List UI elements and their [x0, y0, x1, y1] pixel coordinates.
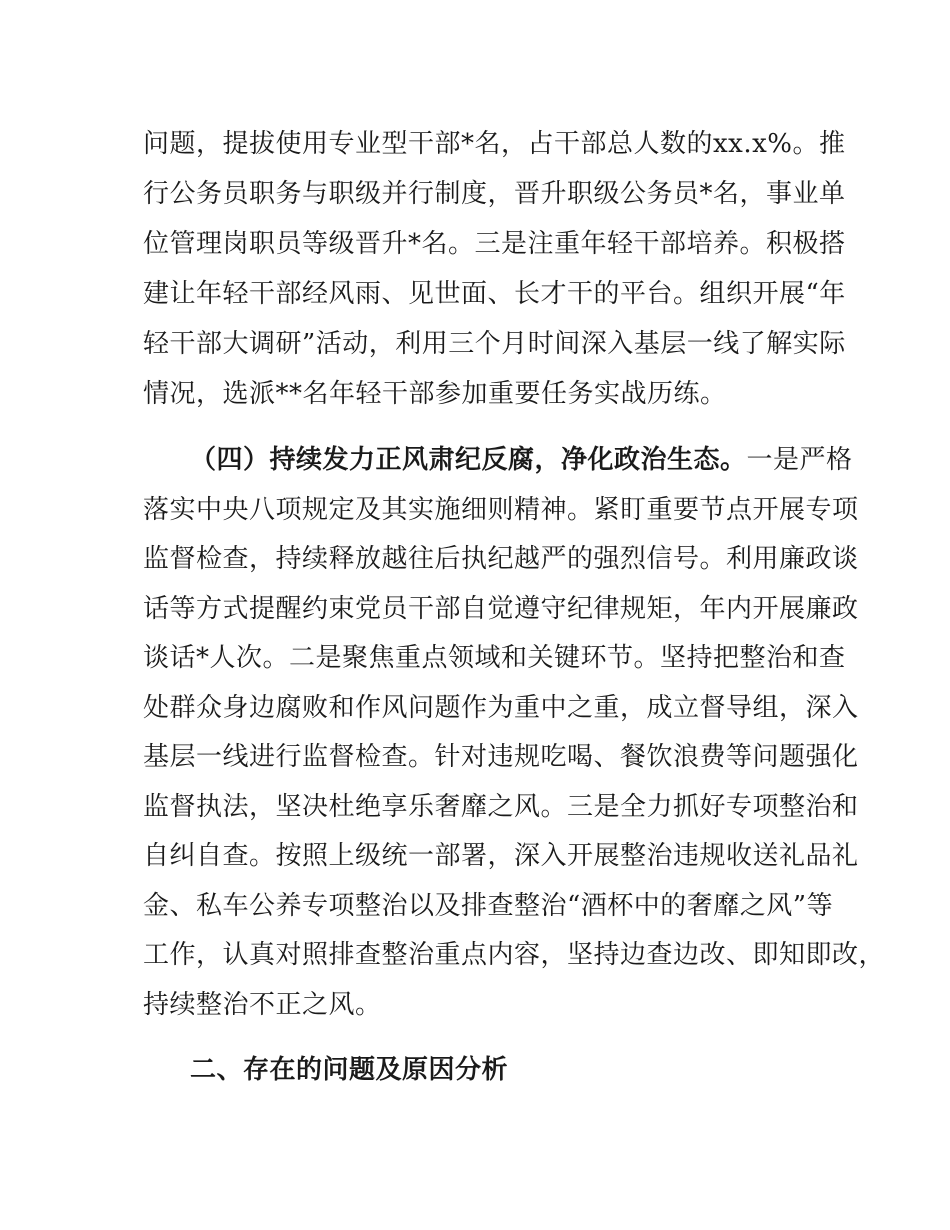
paragraph-line: 工作，认真对照排查整治重点内容，坚持边查边改、即知即改， [143, 940, 886, 970]
paragraph-line: 金、私车公养专项整治以及排查整治“酒杯中的奢靡之风”等 [143, 891, 834, 921]
paragraph-line: 谈话*人次。二是聚焦重点领域和关键环节。坚持把整治和查 [143, 643, 846, 673]
paragraph-text: 一是严格 [746, 445, 853, 475]
paragraph-line: 落实中央八项规定及其实施细则精神。紧盯重要节点开展专项 [143, 495, 859, 525]
paragraph-line: 建让年轻干部经风雨、见世面、长才干的平台。组织开展“年 [143, 279, 846, 309]
paragraph-line: 轻干部大调研”活动，利用三个月时间深入基层一线了解实际 [143, 329, 846, 359]
paragraph-line: 位管理岗职员等级晋升*名。三是注重年轻干部培养。积极搭 [143, 229, 846, 259]
paragraph-first-line [190, 440, 853, 480]
paragraph-line: 基层一线进行监督检查。针对违规吃喝、餐饮浪费等问题强化 [143, 742, 859, 772]
section-heading: 二、存在的问题及原因分析 [190, 1055, 509, 1085]
paragraph-line: 问题，提拔使用专业型干部*名，占干部总人数的xx.x%。推 [143, 129, 846, 159]
paragraph-line: 行公务员职务与职级并行制度，晋升职级公务员*名，事业单 [143, 179, 846, 209]
paragraph-line: 持续整治不正之风。 [143, 990, 382, 1020]
paragraph-line: 处群众身边腐败和作风问题作为重中之重，成立督导组，深入 [143, 693, 859, 723]
subsection-heading: （四）持续发力正风肃纪反腐，净化政治生态。 [190, 445, 747, 475]
paragraph-line: 情况，选派**名年轻干部参加重要任务实战历练。 [143, 379, 727, 409]
paragraph-line: 监督检查，持续释放越往后执纪越严的强烈信号。利用廉政谈 [143, 544, 859, 574]
paragraph-line: 监督执法，坚决杜绝享乐奢靡之风。三是全力抓好专项整治和 [143, 792, 859, 822]
paragraph-line: 自纠自查。按照上级统一部署，深入开展整治违规收送礼品礼 [143, 841, 859, 871]
paragraph-line: 话等方式提醒约束党员干部自觉遵守纪律规矩，年内开展廉政 [143, 594, 859, 624]
